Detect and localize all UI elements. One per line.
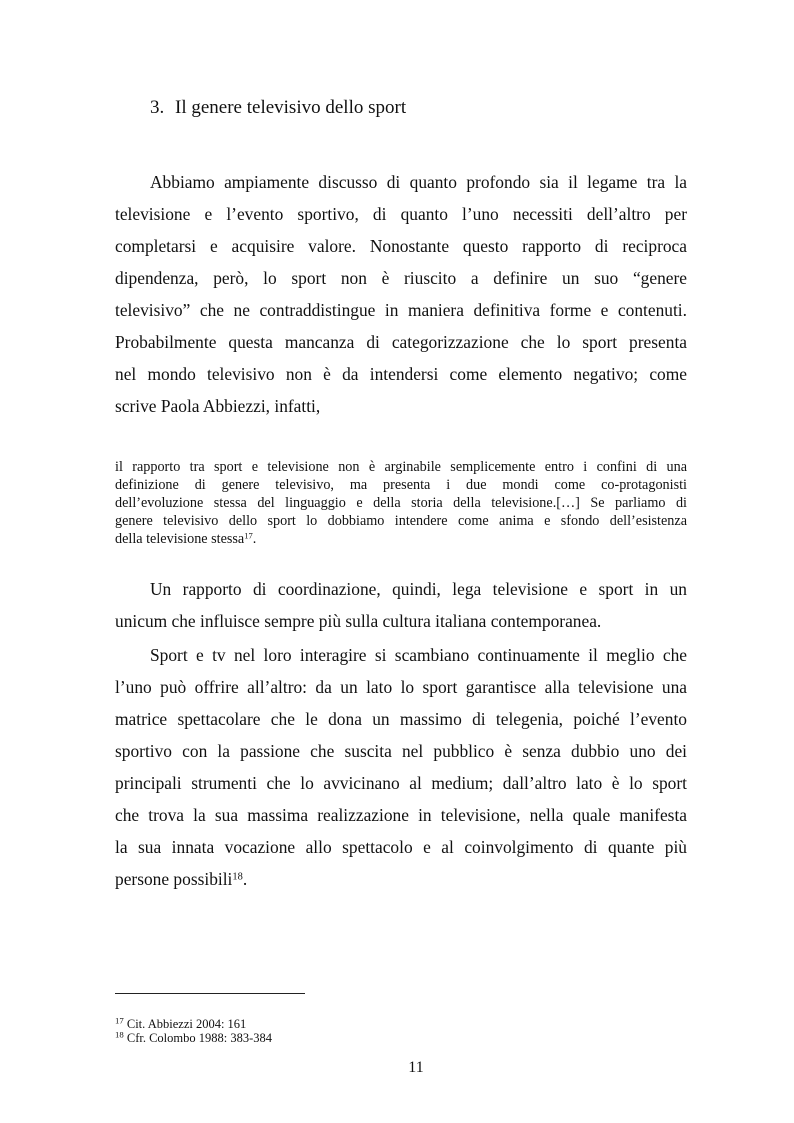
section-number: 3. xyxy=(150,97,165,118)
paragraph-line: sportivo con la passione che suscita nel pubblico è senza dubbio uno dei xyxy=(115,741,687,761)
footnote-ref-18[interactable]: 18 xyxy=(232,871,243,883)
paragraph-line: Abbiamo ampiamente discusso di quanto profondo sia il legame tra la xyxy=(150,172,687,192)
paragraph-line: matrice spettacolare che le dona un massimo di telegenia, poiché l’evento xyxy=(115,709,687,729)
quote-line: definizione di genere televisivo, ma presenta i due mondi come co-protagonisti xyxy=(115,477,687,493)
section-heading xyxy=(150,93,406,123)
paragraph-line: unicum che influisce sempre più sulla cultura italiana contemporanea. xyxy=(115,611,602,631)
quote-line xyxy=(115,530,687,548)
paragraph-line: principali strumenti che lo avvicinano al medium; dall’altro lato è lo sport xyxy=(115,773,687,793)
paragraph-line: Un rapporto di coordinazione, quindi, lega televisione e sport in un xyxy=(150,579,687,599)
footnote-text: Cit. Abbiezzi 2004: 161 xyxy=(126,1017,247,1031)
paragraph-line: televisivo” che ne contraddistingue in maniera definitiva forme e contenuti. xyxy=(115,300,687,320)
paragraph-line: scrive Paola Abbiezzi, infatti, xyxy=(115,396,321,416)
paragraph-line: la sua innata vocazione allo spettacolo e al coinvolgimento di quante più xyxy=(115,837,687,857)
paragraph-line: che trova la sua massima realizzazione in televisione, nella quale manifesta xyxy=(115,805,687,825)
paragraph-end-period: . xyxy=(242,869,248,889)
footnote-ref-17[interactable]: 17 xyxy=(244,530,253,541)
footnote-text: Cfr. Colombo 1988: 383-384 xyxy=(126,1031,273,1045)
quote-end-period: . xyxy=(252,531,257,547)
section-title: Il genere televisivo dello sport xyxy=(175,97,407,118)
page-number: 11 xyxy=(408,1059,424,1076)
quote-line: il rapporto tra sport e televisione non è arginabile semplicemente entro i confini di una xyxy=(115,459,687,475)
paragraph-line: dipendenza, però, lo sport non è riuscito a definire un suo “genere xyxy=(115,268,687,288)
paragraph-line: Probabilmente questa mancanza di categorizzazione che lo sport presenta xyxy=(115,332,687,352)
paragraph-line: completarsi e acquisire valore. Nonostante questo rapporto di reciproca xyxy=(115,236,687,256)
paragraph-line: nel mondo televisivo non è da intendersi come elemento negativo; come xyxy=(115,364,687,384)
quote-line-text: della televisione stessa xyxy=(115,531,245,547)
paragraph-line: televisione e l’evento sportivo, di quanto l’uno necessiti dell’altro per xyxy=(115,204,687,224)
paragraph-line xyxy=(115,867,687,891)
footnote-18 xyxy=(115,1031,272,1045)
footnote-number: 17 xyxy=(115,1015,124,1026)
quote-line: genere televisivo dello sport lo dobbiamo intendere come anima e sfondo dell’esistenza xyxy=(115,513,687,529)
paragraph-line-text: persone possibili xyxy=(115,869,233,889)
footnote-17 xyxy=(115,1017,246,1031)
footnote-separator xyxy=(115,993,305,994)
footnote-number: 18 xyxy=(115,1029,124,1040)
quote-line: dell’evoluzione stessa del linguaggio e della storia della televisione.[…] Se parliamo di xyxy=(115,495,687,511)
paragraph-line: Sport e tv nel loro interagire si scambiano continuamente il meglio che xyxy=(150,645,687,665)
paragraph-line: l’uno può offrire all’altro: da un lato lo sport garantisce alla televisione una xyxy=(115,677,687,697)
